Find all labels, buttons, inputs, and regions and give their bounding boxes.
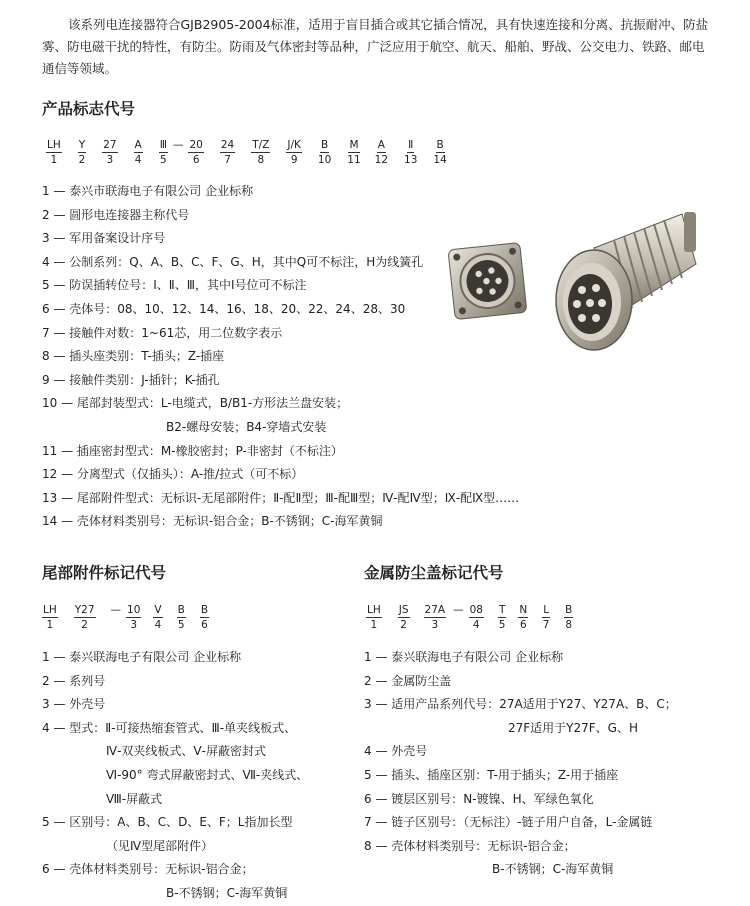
list-item: 27F适用于Y27F、G、H: [508, 720, 638, 735]
code-segment: [78, 139, 86, 167]
cover-item-list: [364, 646, 677, 882]
code-segment: [126, 604, 141, 632]
code-value: Y27: [74, 604, 95, 616]
connector-photo: [444, 208, 702, 358]
code-value: A: [377, 139, 385, 151]
code-segment: [102, 139, 117, 167]
code-value: LH: [43, 604, 57, 616]
code-index: 9: [290, 154, 298, 166]
code-value: L: [543, 604, 550, 616]
code-value: 27: [103, 139, 117, 151]
list-item: 6 — 壳体材料类别号：无标识-铝合金；: [42, 862, 254, 877]
code-segment: [318, 139, 331, 167]
code-index: 10: [317, 154, 332, 166]
list-item: 14 — 壳体材料类别号：无标识-铝合金；B-不锈钢；C-海军黄铜: [42, 514, 383, 529]
code-segment: [404, 139, 417, 167]
code-index: 11: [347, 154, 361, 166]
code-segment: [518, 604, 528, 632]
code-value: LH: [367, 604, 381, 616]
code-segment: [110, 604, 123, 632]
code-segment: [564, 604, 573, 632]
code-segment: [134, 139, 143, 167]
code-value: —: [453, 604, 464, 616]
code-segment: [433, 139, 446, 167]
code-value: A: [134, 139, 142, 151]
code-index: 7: [542, 619, 550, 631]
list-item: Ⅳ-双夹线板式、Ⅴ-屏蔽密封式: [106, 744, 266, 759]
code-segment: [542, 604, 550, 632]
list-item: 1 — 泰兴联海电子有限公司 企业标称: [364, 650, 564, 664]
code-value: Ⅲ: [159, 139, 167, 151]
list-item: 2 — 系列号: [42, 673, 106, 688]
list-item: 5 — 区别号：A、B、C、D、E、F；L指加长型: [42, 815, 293, 830]
code-index: 6: [519, 619, 527, 631]
code-segment: [375, 139, 388, 167]
code-value: T: [498, 604, 506, 616]
code-index: 2: [400, 619, 407, 631]
code-value: M: [349, 139, 359, 151]
list-item: 12 — 分离型式（仅插头）：A-推/拉式（可不标）: [42, 467, 304, 482]
code-value: B: [565, 604, 573, 616]
code-value: B: [436, 139, 444, 151]
code-index: 3: [431, 619, 439, 631]
code-value: JS: [398, 604, 409, 616]
intro-paragraph: [42, 14, 722, 80]
code-value: B: [321, 139, 329, 151]
code-segment: [498, 604, 506, 632]
code-value: 08: [469, 604, 483, 616]
product-code-row: [46, 139, 463, 167]
product-section-title: 产品标志代号: [42, 100, 136, 118]
code-segment: [153, 604, 162, 632]
code-index: 4: [134, 154, 142, 166]
list-item: Ⅵ-90° 弯式屏蔽密封式、Ⅶ-夹线式、: [106, 767, 309, 782]
intro-line-1: 该系列电连接器符合GJB2905-2004标准，适用于盲目插合或其它插合情况，具有快速连接和分离、抗振耐冲、防盐: [68, 17, 709, 32]
list-item: 1 — 泰兴联海电子有限公司 企业标称: [42, 650, 242, 664]
code-index: 2: [78, 154, 86, 166]
code-value: B: [177, 604, 185, 616]
code-segment: [220, 139, 235, 167]
code-value: 10: [127, 604, 141, 616]
receptacle-flange: [448, 242, 527, 319]
list-item: 2 — 金属防尘盖: [364, 673, 452, 688]
code-value: B: [200, 604, 209, 616]
cover-section-title: 金属防尘盖标记代号: [364, 564, 504, 582]
list-item: （见Ⅳ型尾部附件）: [106, 838, 214, 853]
code-value: J/K: [287, 139, 301, 151]
code-segment: [159, 139, 168, 167]
tail-code-row: [42, 604, 223, 632]
code-index: 1: [50, 154, 58, 166]
list-item: 6 — 壳体号：08、10、12、14、16、18、20、22、24、28、30: [42, 301, 406, 316]
code-index: 6: [201, 619, 208, 631]
code-index: 8: [565, 619, 573, 631]
code-value: Y: [78, 139, 86, 151]
code-segment: [74, 604, 96, 632]
code-segment: [452, 604, 465, 632]
list-item: 5 — 插头、插座区别：T-用于插头；Z-用于插座: [364, 767, 619, 782]
code-segment: [172, 139, 185, 167]
code-value: T/Z: [252, 139, 270, 151]
code-index: 3: [130, 619, 138, 631]
code-segment: [424, 604, 447, 632]
code-segment: [42, 604, 58, 632]
list-item: B-不锈钢；C-海军黄铜: [166, 885, 288, 900]
list-item: 10 — 尾部封装型式：L-电缆式，B/B1-方形法兰盘安装；: [42, 396, 349, 411]
list-item: 2 — 圆形电连接器主称代号: [42, 207, 190, 222]
code-index: 8: [257, 154, 265, 166]
intro-line-2: 雾、防电磁干扰的特性，有防尘。防雨及气体密封等品种，广泛应用于航空、航天、船舶、野战、公交电力、铁路、邮电: [42, 39, 705, 54]
code-index: 6: [192, 154, 200, 166]
code-value: LH: [47, 139, 61, 151]
list-item: 8 — 插头座类别：T-插头；Z-插座: [42, 349, 225, 364]
code-segment: [286, 139, 302, 167]
list-item: 4 — 公制系列：Q、A、B、C、F、G、H，其中Q可不标注，H为线簧孔: [42, 254, 424, 269]
code-index: 1: [370, 619, 378, 631]
code-value: 27A: [424, 604, 446, 616]
code-index: 2: [81, 619, 88, 631]
list-item: 6 — 镀层区别号：N-镀镍、H、军绿色氧化: [364, 791, 594, 806]
code-segment: [188, 139, 203, 167]
code-index: 12: [374, 154, 389, 166]
code-segment: [366, 604, 382, 632]
list-item: 7 — 接触件对数：1~61芯，用二位数字表示: [42, 325, 283, 340]
code-value: —: [110, 604, 122, 616]
list-item: B2-螺母安装；B4-穿墙式安装: [166, 419, 327, 434]
code-segment: [46, 139, 62, 167]
tail-section-title: 尾部附件标记代号: [42, 564, 167, 582]
code-index: 4: [154, 619, 162, 631]
code-segment: [251, 139, 270, 167]
code-index: 4: [472, 619, 480, 631]
code-segment: [347, 139, 360, 167]
list-item: 9 — 接触件类别：J-插针；K-插孔: [42, 372, 220, 387]
list-item: 3 — 适用产品系列代号：27A适用于Y27、Y27A、B、C；: [364, 697, 677, 712]
list-item: 4 — 型式：Ⅱ-可接热缩套管式、Ⅲ-单夹线板式、: [42, 720, 297, 735]
cover-code-row: [366, 604, 587, 632]
code-index: 7: [224, 154, 231, 166]
list-item: 8 — 壳体材料类别号：无标识-铝合金；: [364, 838, 576, 853]
list-item: 5 — 防误插转位号：Ⅰ、Ⅱ、Ⅲ，其中Ⅰ号位可不标注: [42, 278, 307, 293]
list-item: 7 — 链子区别号：（无标注）-链子用户自备，L-金属链: [364, 815, 653, 830]
code-value: N: [519, 604, 528, 616]
code-segment: [398, 604, 410, 632]
tail-item-list: [42, 646, 308, 906]
list-item: B-不锈钢；C-海军黄铜: [492, 862, 614, 877]
code-value: 24: [220, 139, 235, 151]
code-index: 5: [160, 154, 167, 166]
code-value: 20: [189, 139, 203, 151]
code-index: 5: [177, 619, 185, 631]
plug-body: [556, 212, 696, 350]
code-value: —: [172, 139, 184, 151]
code-index: 13: [404, 154, 418, 166]
code-index: 5: [498, 619, 506, 631]
list-item: 4 — 外壳号: [364, 744, 428, 759]
code-segment: [469, 604, 484, 632]
code-index: 1: [46, 619, 54, 631]
list-item: 3 — 军用备案设计序号: [42, 231, 166, 246]
code-value: Ⅱ: [408, 139, 414, 151]
code-index: 14: [433, 154, 447, 166]
list-item: 11 — 插座密封型式：M-橡胶密封；P-非密封（不标注）: [42, 443, 343, 458]
code-segment: [177, 604, 186, 632]
intro-line-3: 通信等领域。: [42, 61, 118, 76]
list-item: 13 — 尾部附件型式：无标识-无尾部附件；Ⅱ-配Ⅱ型；Ⅲ-配Ⅲ型；Ⅳ-配Ⅳ型；Ⅸ-配Ⅸ型……: [42, 490, 520, 505]
code-index: 3: [106, 154, 114, 166]
list-item: Ⅷ-屏蔽式: [106, 791, 163, 806]
code-segment: [200, 604, 209, 632]
code-value: V: [154, 604, 162, 616]
list-item: 3 — 外壳号: [42, 697, 106, 712]
list-item: 1 — 泰兴市联海电子有限公司 企业标称: [42, 184, 254, 198]
